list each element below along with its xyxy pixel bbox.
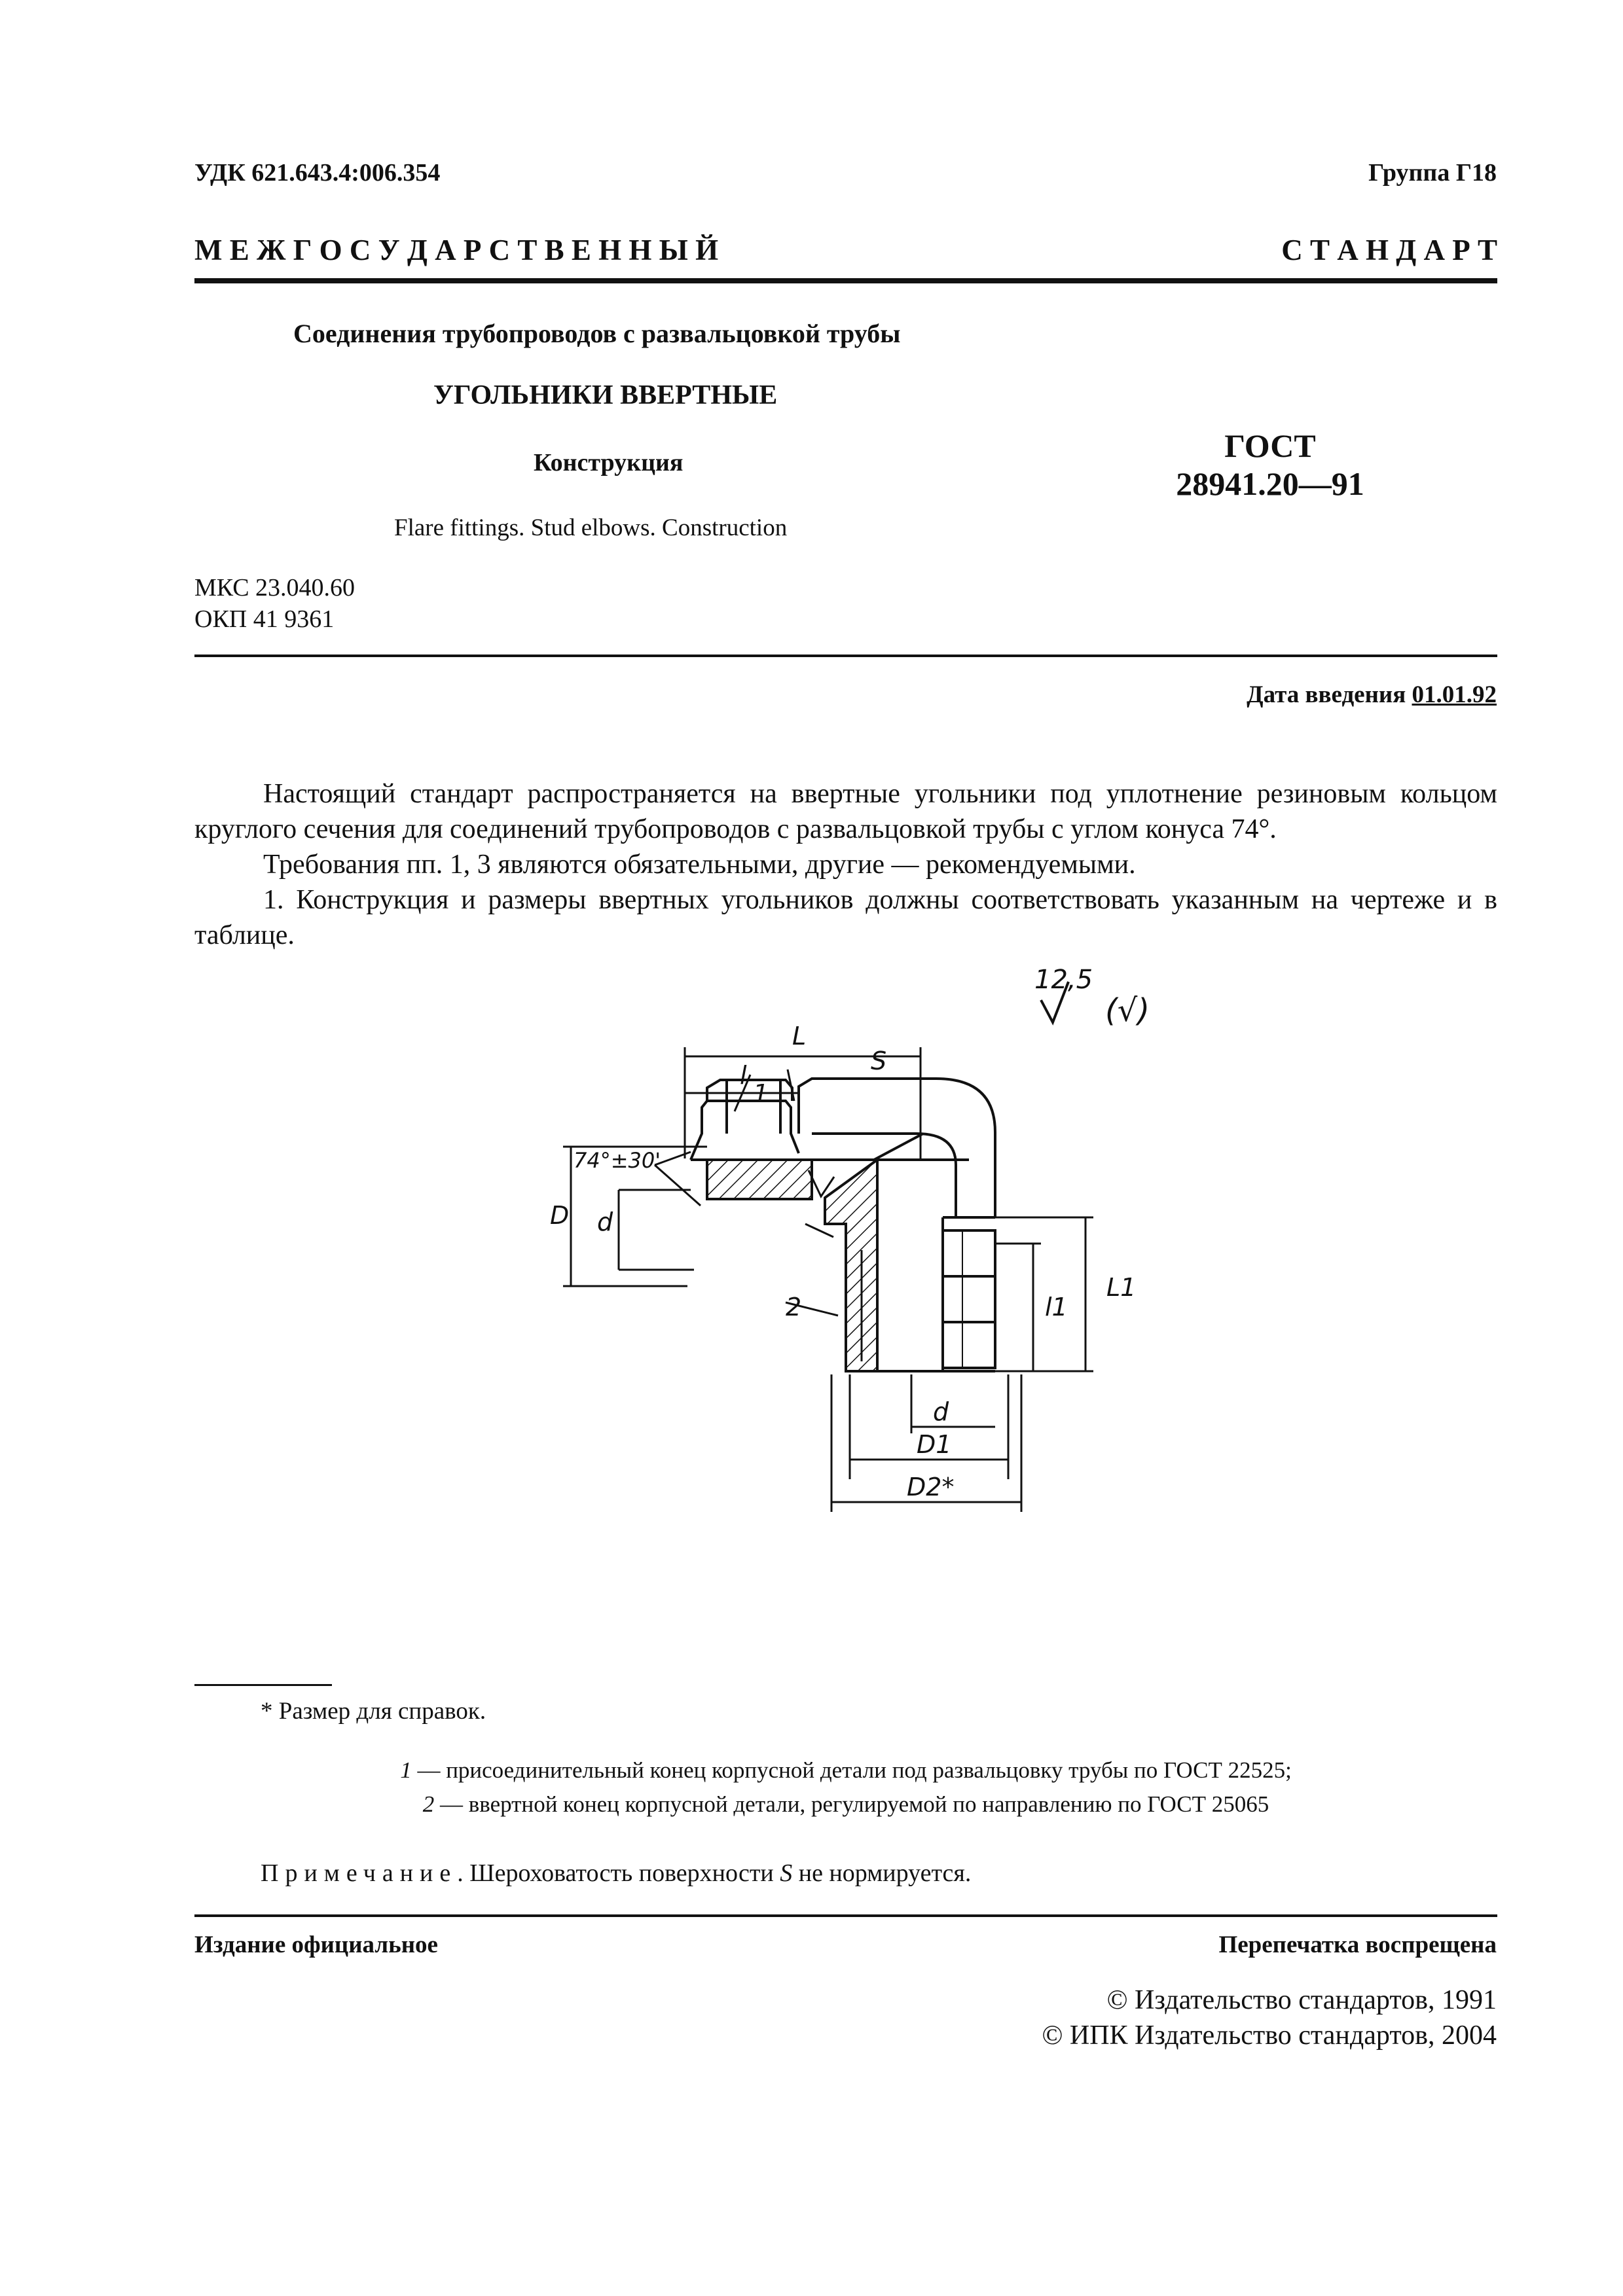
label-S: S [871,1047,887,1075]
date-label: Дата введения [1247,681,1406,708]
note-tail: не нормируется. [792,1859,972,1887]
paragraph-scope: Настоящий стандарт распространяется на ввертные угольники под уплотнение резиновым кольцом круглого сечения для соединений трубопроводов с развальцовкой трубы с углом конуса 74°. [194,779,1497,844]
legend-item-2 [194,1791,1497,1818]
english-title: Flare fittings. Stud elbows. Construction [394,514,788,541]
copyright-1: © Издательство стандартов, 1991 [1106,1985,1497,2015]
edition-label: Издание официальное [194,1931,438,1958]
copyright-2: © ИПК Издательство стандартов, 2004 [1042,2020,1497,2051]
label-d-bottom: d [933,1397,949,1426]
banner-word-1: М Е Ж Г О С У Д А Р С Т В Е Н Н Ы Й [194,234,719,266]
title-line-1: Соединения трубопроводов с развальцовкой трубы [293,319,901,348]
footnote-rule [194,1684,332,1686]
vertical-leg [825,1160,995,1371]
label-L1: L1 [1106,1273,1137,1302]
drawing-labels [550,1022,1136,1501]
date-value: 01.01.92 [1412,681,1497,708]
codes-rule [194,655,1497,657]
label-angle: 74°±30' [574,1148,661,1173]
label-pos-1: 1 [753,1079,769,1108]
label-pos-2: 2 [786,1293,802,1321]
note-text: . Шероховатость поверхности [457,1859,780,1887]
introduction-date [1247,681,1497,709]
label-L: L [792,1022,807,1050]
roughness-value: 12,5 [1034,965,1093,995]
footer-rule [194,1914,1497,1917]
note-s: S [780,1859,793,1887]
reprint-label: Перепечатка воспрещена [1218,1931,1497,1958]
gost-designation [1162,427,1378,503]
label-D2: D2* [907,1473,955,1501]
paragraph-requirements: Требования пп. 1, 3 являются обязательными, другие — рекомендуемыми. [263,850,1136,880]
roughness-symbol [1034,965,1150,1029]
banner-word-2: С Т А Н Д А Р Т [1281,234,1497,266]
label-l: l [740,1061,747,1090]
footnote-star: * Размер для справок. [261,1698,486,1725]
legend-1-number: 1 [400,1757,412,1783]
title-line-2: УГОЛЬНИКИ ВВЕРТНЫЕ [433,380,778,410]
gost-number: 28941.20—91 [1176,465,1364,502]
elbow-drawing [511,962,1231,1695]
note-roughness [261,1859,971,1888]
legend-2-number: 2 [422,1791,435,1817]
header-rule [194,278,1497,283]
udk-code: УДК 621.643.4:006.354 [194,159,441,187]
title-line-3: Конструкция [534,449,684,476]
mks-code: МКС 23.040.60 [194,574,356,601]
legend-1-text: — присоединительный конец корпусной детали под развальцовку трубы по ГОСТ 22525; [411,1757,1292,1783]
roughness-paren: (√) [1105,992,1150,1029]
standard-banner [194,233,1497,267]
label-d: d [597,1208,613,1236]
okp-code: ОКП 41 9361 [194,605,335,633]
label-D: D [550,1201,570,1230]
group-code: Группа Г18 [1368,159,1497,187]
legend-item-1 [194,1757,1497,1784]
paragraph-clause-1: 1. Конструкция и размеры ввертных угольников должны соответствовать указанным на чертеже и в таблице. [194,885,1497,950]
gost-label: ГОСТ [1224,427,1316,464]
dimension-lines [563,1047,1093,1512]
label-D1: D1 [917,1430,952,1459]
label-l1: l1 [1045,1293,1068,1321]
classification-codes [194,572,355,635]
legend-2-text: — ввертной конец корпусной детали, регулируемой по направлению по ГОСТ 25065 [434,1791,1269,1817]
note-label: Примечание [261,1859,458,1887]
